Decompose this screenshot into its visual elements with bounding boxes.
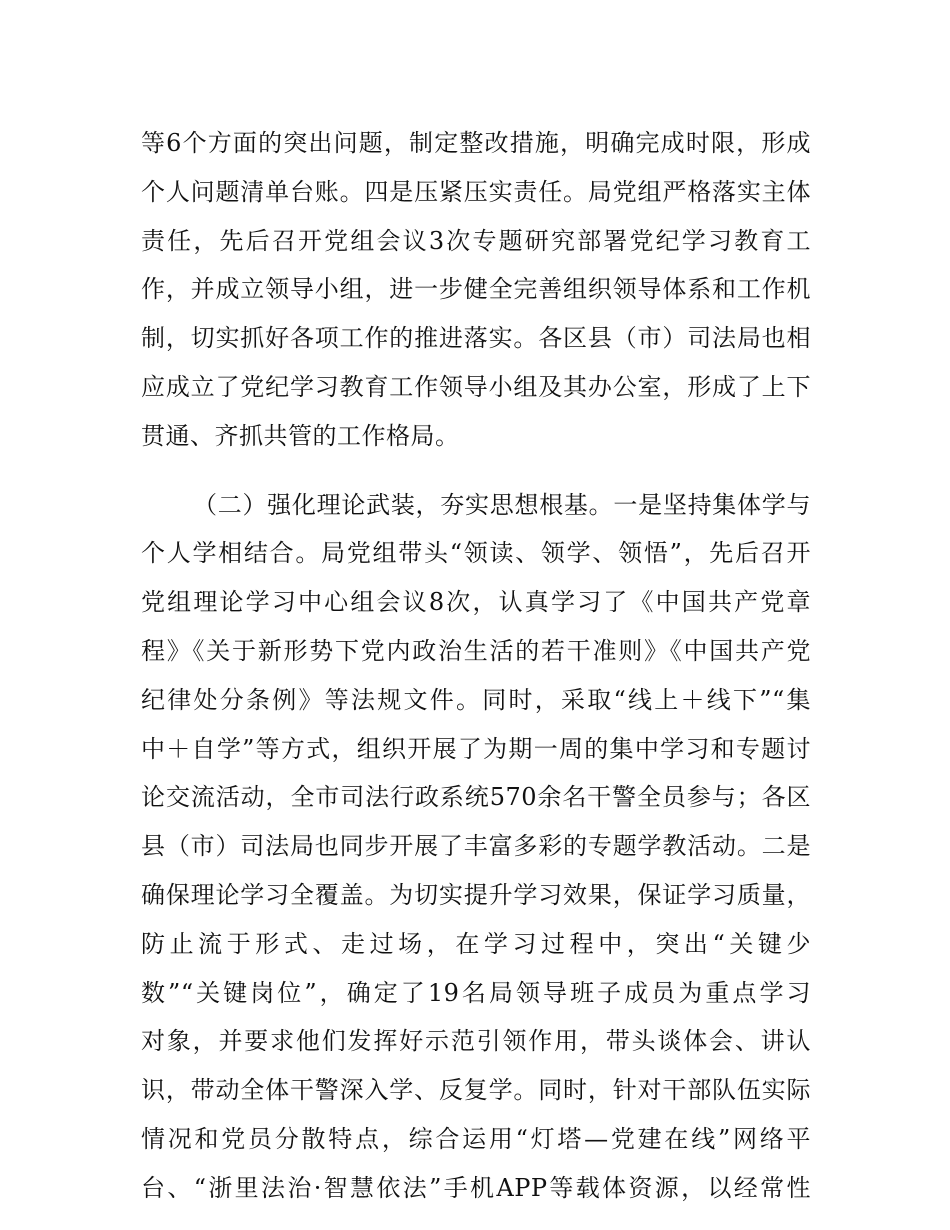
text-line: 县（市）司法局也同步开展了丰富多彩的专题学教活动。二是 (141, 832, 811, 861)
text-line: 应成立了党纪学习教育工作领导小组及其办公室，形成了上下 (141, 372, 811, 401)
paragraph-2 (141, 481, 811, 1213)
paragraph-1 (141, 119, 811, 461)
text-line: 数”“关键岗位”，确定了19名局领导班子成员为重点学习 (141, 978, 811, 1007)
text-line: 作，并成立领导小组，进一步健全完善组织领导体系和工作机 (141, 275, 811, 304)
text-line: 台、“浙里法治·智慧依法”手机APP等载体资源，以经常性 (141, 1173, 811, 1202)
text-line: 等6个方面的突出问题，制定整改措施，明确完成时限，形成 (141, 129, 811, 157)
section-heading-line: （二）强化理论武装，夯实思想根基。一是坚持集体学与 (193, 490, 811, 519)
text-line: 识，带动全体干警深入学、反复学。同时，针对干部队伍实际 (141, 1076, 811, 1105)
text-line: 制，切实抓好各项工作的推进落实。各区县（市）司法局也相 (141, 324, 811, 353)
text-line: 中＋自学”等方式，组织开展了为期一周的集中学习和专题讨 (141, 734, 811, 763)
text-line: 程》《关于新形势下党内政治生活的若干准则》《中国共产党 (141, 636, 811, 665)
text-line: 责任，先后召开党组会议3次专题研究部署党纪学习教育工 (141, 226, 811, 255)
text-line: 确保理论学习全覆盖。为切实提升学习效果，保证学习质量， (141, 880, 811, 909)
text-line: 贯通、齐抓共管的工作格局。 (141, 421, 460, 450)
text-line: 纪律处分条例》等法规文件。同时，采取“线上＋线下”“集 (141, 685, 811, 714)
text-line: 防止流于形式、走过场，在学习过程中，突出“关键少 (141, 929, 811, 958)
text-line: 对象，并要求他们发挥好示范引领作用，带头谈体会、讲认 (141, 1027, 811, 1056)
text-line: 个人学相结合。局党组带头“领读、领学、领悟”，先后召开 (141, 539, 811, 568)
paragraph-spacer (141, 461, 811, 481)
text-line: 党组理论学习中心组会议8次，认真学习了《中国共产党章 (141, 588, 811, 617)
text-line: 情况和党员分散特点，综合运用“灯塔—党建在线”网络平 (141, 1124, 811, 1153)
text-line: 个人问题清单台账。四是压紧压实责任。局党组严格落实主体 (141, 177, 811, 206)
document-body (141, 119, 811, 1213)
text-line: 论交流活动，全市司法行政系统570余名干警全员参与；各区 (141, 783, 811, 812)
